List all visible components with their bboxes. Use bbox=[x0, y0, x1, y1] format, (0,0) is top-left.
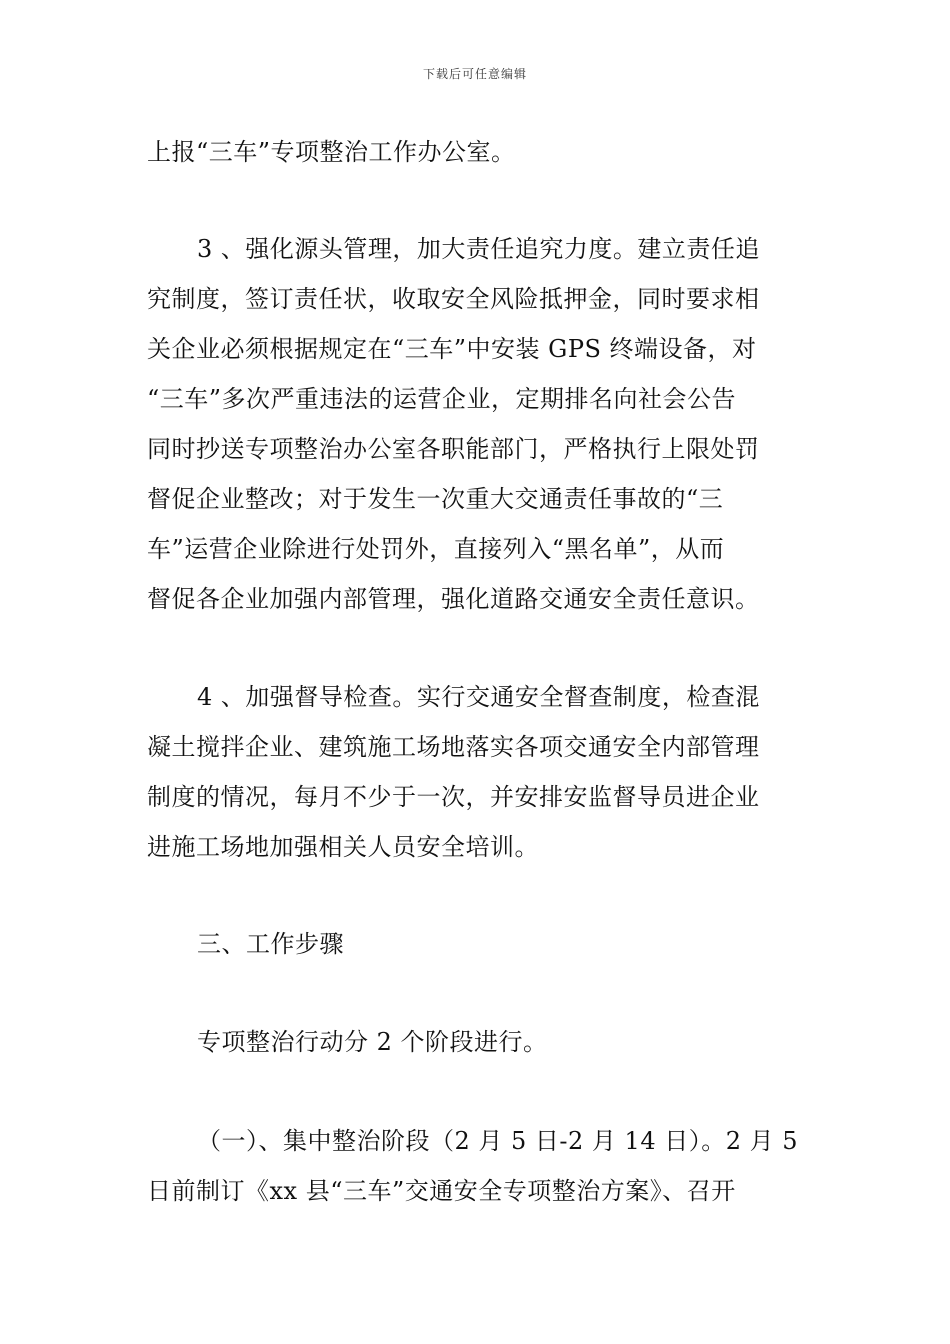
text-line: 凝土搅拌企业、建筑施工场地落实各项交通安全内部管理 bbox=[147, 733, 760, 761]
section-heading: 三、工作步骤 bbox=[197, 930, 344, 958]
text-line: 督促企业整改；对于发生一次重大交通责任事故的“三 bbox=[147, 485, 724, 513]
text-line: 究制度，签订责任状，收取安全风险抵押金，同时要求相 bbox=[147, 285, 760, 313]
text-line: 日前制订《xx 县“三车”交通安全专项整治方案》、召开 bbox=[147, 1177, 736, 1205]
text-line: 4 、加强督导检查。实行交通安全督查制度，检查混 bbox=[197, 683, 760, 711]
text-line: 进施工场地加强相关人员安全培训。 bbox=[147, 833, 539, 861]
text-line: （一）、集中整治阶段（2 月 5 日-2 月 14 日）。2 月 5 bbox=[197, 1127, 799, 1155]
text-line: 督促各企业加强内部管理，强化道路交通安全责任意识。 bbox=[147, 585, 760, 613]
text-line: 专项整治行动分 2 个阶段进行。 bbox=[197, 1028, 548, 1056]
page-header: 下载后可任意编辑 bbox=[422, 67, 527, 81]
text-line: 车”运营企业除进行处罚外，直接列入“黑名单”，从而 bbox=[147, 535, 725, 563]
text-line: 制度的情况，每月不少于一次，并安排安监督导员进企业 bbox=[147, 783, 760, 811]
text-line: “三车”多次严重违法的运营企业，定期排名向社会公告 bbox=[147, 385, 737, 413]
text-line: 关企业必须根据规定在“三车”中安装 GPS 终端设备，对 bbox=[147, 335, 757, 363]
text-line: 上报“三车”专项整治工作办公室。 bbox=[147, 138, 516, 166]
text-line: 3 、强化源头管理，加大责任追究力度。建立责任追 bbox=[197, 235, 760, 263]
text-line: 同时抄送专项整治办公室各职能部门，严格执行上限处罚 bbox=[147, 435, 760, 463]
